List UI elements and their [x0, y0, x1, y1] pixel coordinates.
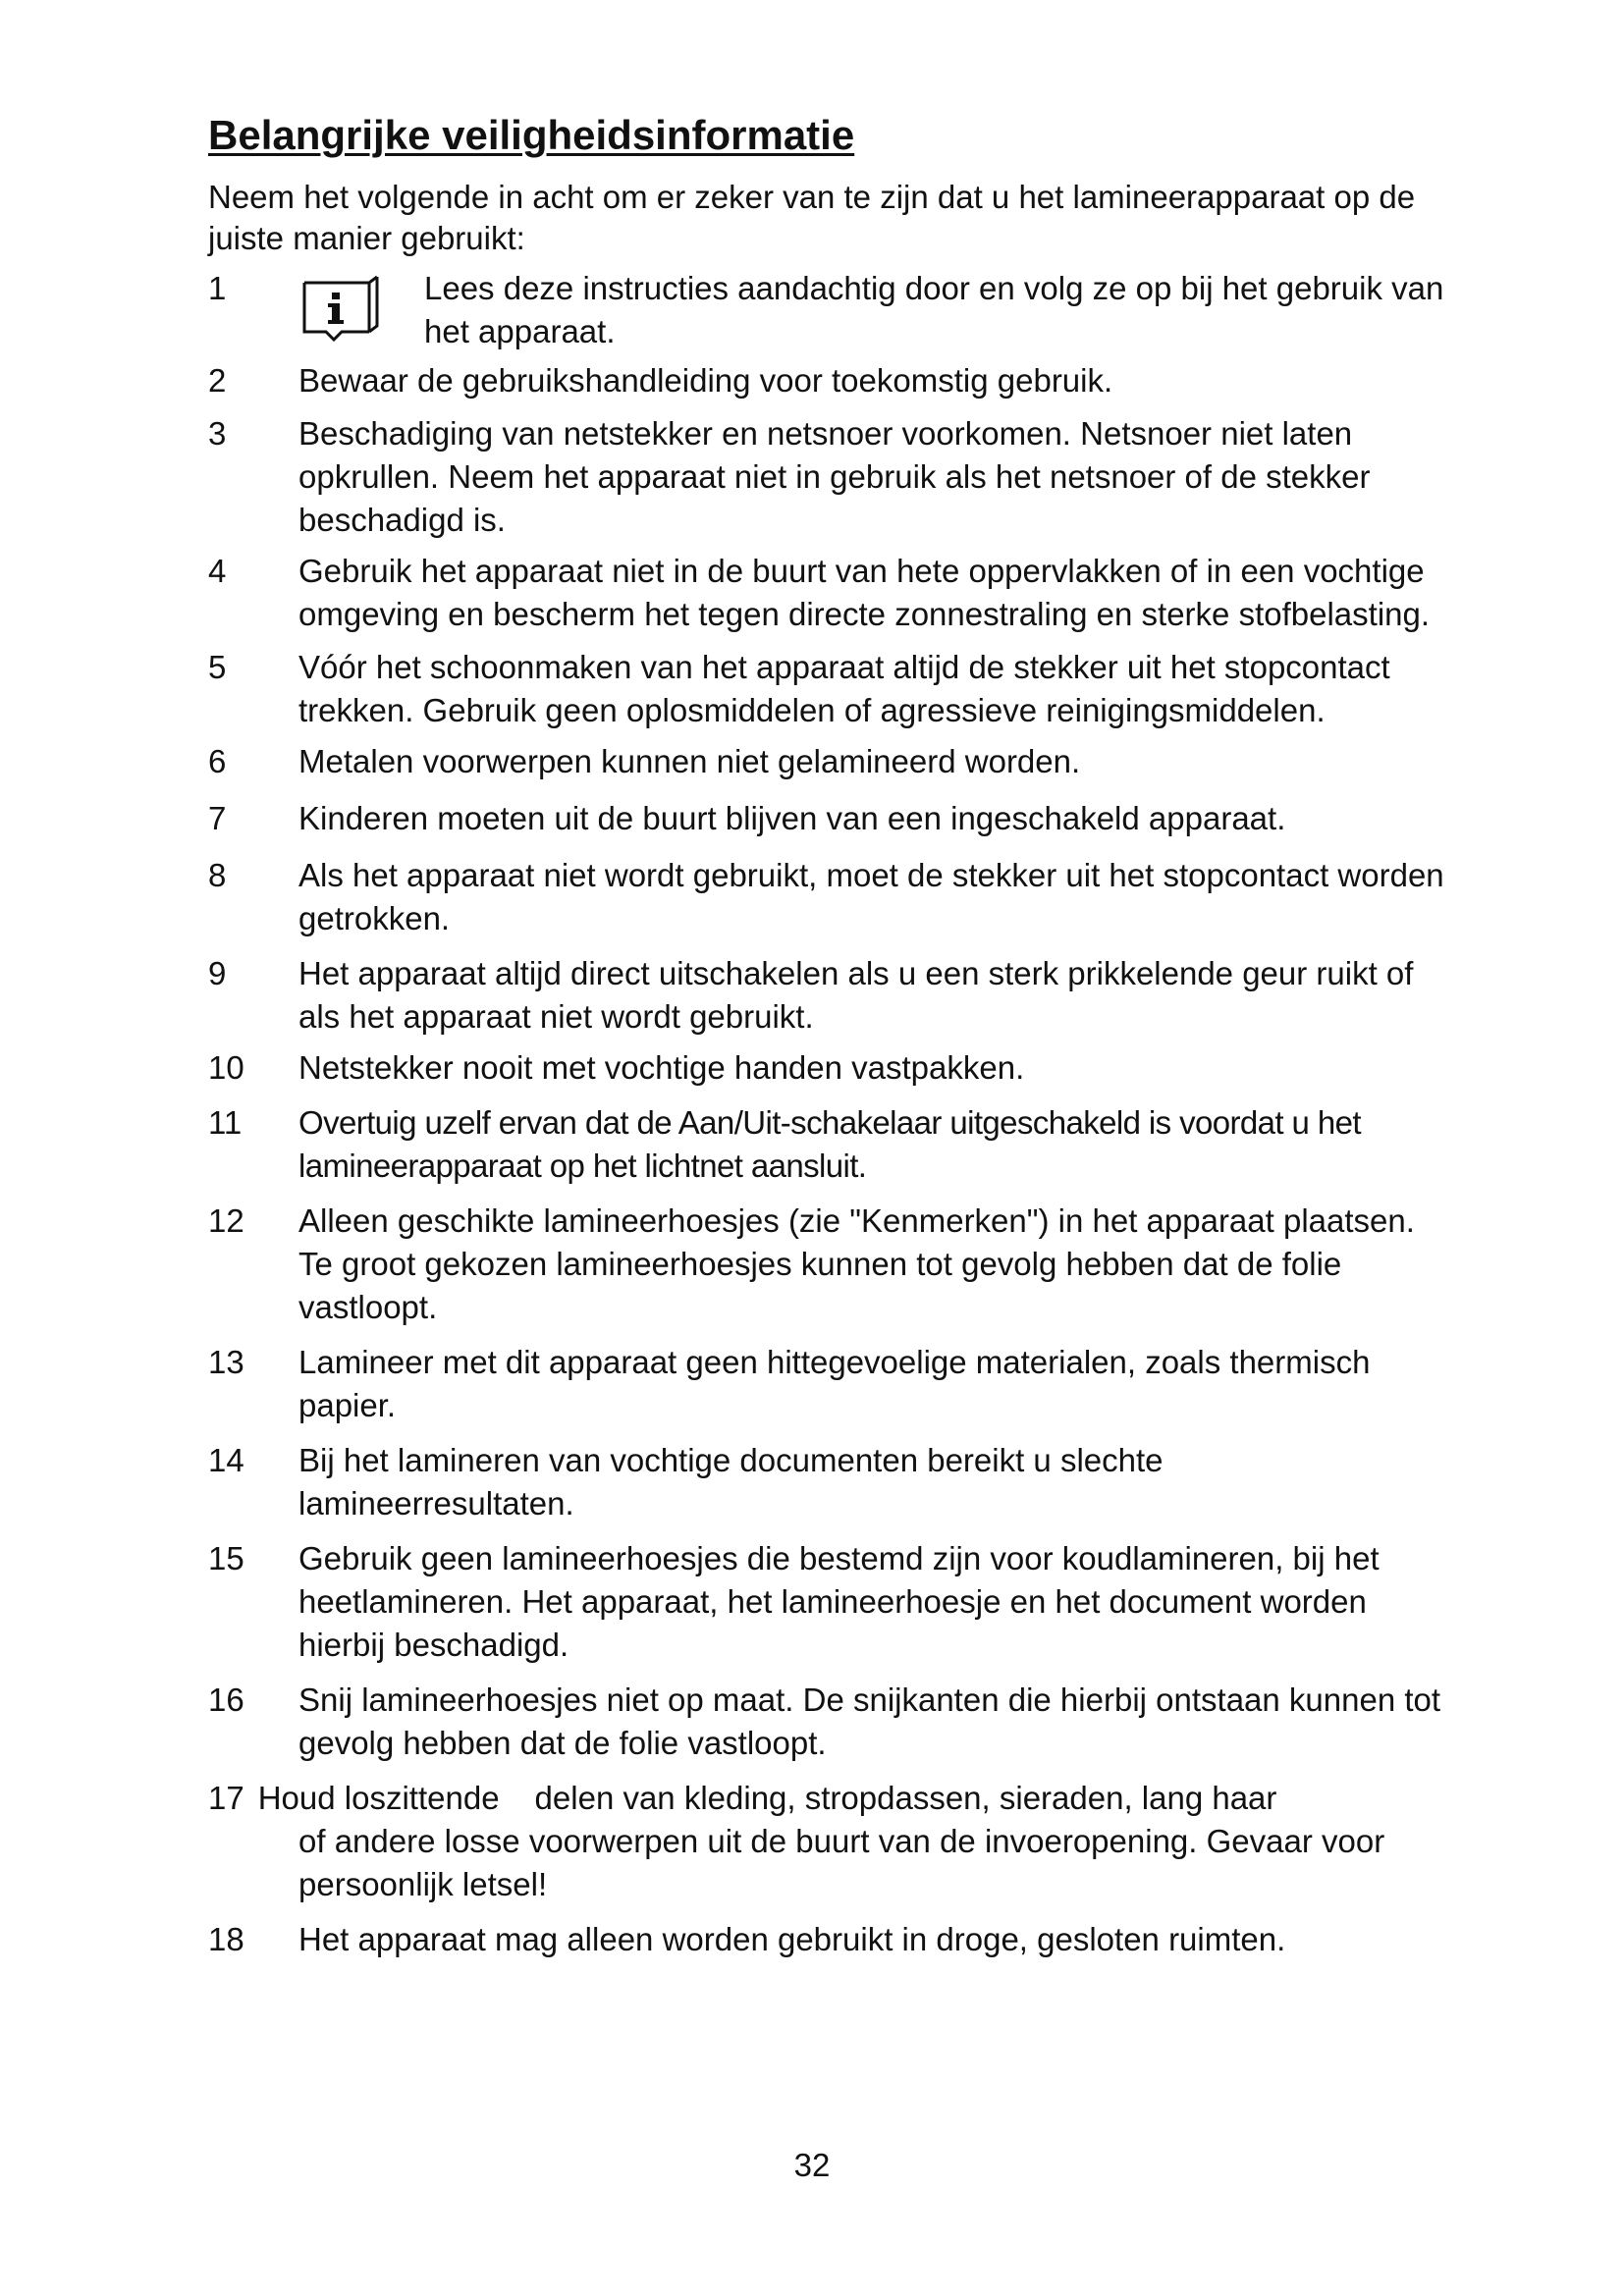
item-text: Alleen geschikte lamineerhoesjes (zie "Kenmerken") in het apparaat plaatsen. Te groot gekozen lamineerhoesjes kunnen tot gevolg hebben dat de folie vastloopt.	[298, 1202, 1415, 1325]
item-text: Als het apparaat niet wordt gebruikt, moet de stekker uit het stopcontact worden getrokken.	[298, 857, 1444, 936]
item-text: Vóór het schoonmaken van het apparaat altijd de stekker uit het stopcontact trekken. Gebruik geen oplosmiddelen of agressieve reinigingsmiddelen.	[298, 649, 1390, 728]
item-number: 13	[208, 1344, 244, 1380]
safety-list	[208, 267, 1445, 1961]
item-text: Metalen voorwerpen kunnen niet gelamineerd worden.	[298, 743, 1081, 779]
item-text-start: Houd loszittende	[257, 1780, 500, 1816]
list-item	[208, 267, 1445, 353]
item-number: 10	[208, 1049, 244, 1086]
item-number: 16	[208, 1682, 244, 1718]
list-item	[208, 550, 1445, 636]
list-item	[208, 797, 1445, 840]
item-text: Netstekker nooit met vochtige handen vastpakken.	[298, 1049, 1025, 1086]
list-item	[208, 740, 1445, 783]
item-text: of andere losse voorwerpen uit de buurt van de invoeropening. Gevaar voor persoonlijk letsel!	[298, 1823, 1385, 1902]
item-text: Snij lamineerhoesjes niet op maat. De snijkanten die hierbij ontstaan kunnen tot gevolg hebben dat de folie vastloopt.	[298, 1682, 1441, 1761]
item-text: Overtuig uzelf ervan dat de Aan/Uit-schakelaar uitgeschakeld is voordat u het lamineerapparaat op het lichtnet aansluit.	[298, 1104, 1361, 1184]
list-item	[208, 1046, 1445, 1090]
item-number: 7	[208, 800, 227, 836]
list-item	[208, 646, 1445, 732]
item-number: 2	[208, 362, 227, 399]
info-book-icon	[298, 275, 385, 344]
item-number: 12	[208, 1202, 244, 1239]
item-text: Kinderen moeten uit de buurt blijven van een ingeschakeld apparaat.	[298, 800, 1286, 836]
list-item	[208, 1101, 1445, 1188]
item-text: Het apparaat altijd direct uitschakelen als u een sterk prikkelende geur ruikt of als het apparaat niet wordt gebruikt.	[298, 955, 1414, 1035]
item-number: 15	[208, 1540, 244, 1576]
item-text: Beschadiging van netstekker en netsnoer voorkomen. Netsnoer niet laten opkrullen. Neem het apparaat niet in gebruik als het netsnoer of de stekker beschadigd is.	[298, 415, 1371, 538]
item-text: Gebruik het apparaat niet in de buurt van hete oppervlakken of in een vochtige omgeving en bescherm het tegen directe zonnestraling en sterke stofbelasting.	[298, 553, 1431, 632]
item-text-mid: delen van kleding, stropdassen, sieraden, lang haar	[534, 1780, 1277, 1816]
item-text: Bewaar de gebruikshandleiding voor toekomstig gebruik.	[298, 362, 1113, 399]
item-number: 1	[208, 270, 227, 306]
list-item	[208, 359, 1445, 402]
list-item	[208, 412, 1445, 542]
list-item	[208, 1537, 1445, 1667]
item-first-line	[208, 1777, 1445, 1820]
list-item	[208, 952, 1445, 1039]
list-item	[208, 1918, 1445, 1961]
list-item	[208, 1777, 1445, 1906]
item-text: Bij het lamineren van vochtige documenten bereikt u slechte lamineerresultaten.	[298, 1442, 1164, 1522]
list-item	[208, 1679, 1445, 1765]
item-text: Lamineer met dit apparaat geen hittegevoelige materialen, zoals thermisch papier.	[298, 1344, 1371, 1423]
item-text: Het apparaat mag alleen worden gebruikt in droge, gesloten ruimten.	[298, 1921, 1286, 1957]
item-number: 18	[208, 1921, 244, 1957]
item-number: 14	[208, 1442, 244, 1478]
list-item	[208, 1200, 1445, 1329]
item-number: 4	[208, 553, 227, 589]
item-number: 9	[208, 955, 227, 991]
item-number: 6	[208, 743, 227, 779]
list-item	[208, 1341, 1445, 1427]
page-title: Belangrijke veiligheidsinformatie	[208, 112, 855, 158]
item-number: 5	[208, 649, 227, 685]
page-number: 32	[793, 2147, 831, 2183]
list-item	[208, 854, 1445, 940]
intro-text: Neem het volgende in acht om er zeker van te zijn dat u het lamineerapparaat op de juiste manier gebruikt:	[208, 179, 1416, 256]
item-number: 17	[208, 1780, 244, 1816]
item-number: 8	[208, 857, 227, 893]
item-text: Gebruik geen lamineerhoesjes die bestemd zijn voor koudlamineren, bij het heetlamineren. Het apparaat, het lamineerhoesje en het document worden hierbij beschadigd.	[298, 1540, 1380, 1663]
item-number: 11	[208, 1104, 243, 1141]
list-item	[208, 1439, 1445, 1525]
item-number: 3	[208, 415, 227, 452]
item-text: Lees deze instructies aandachtig door en volg ze op bij het gebruik van het apparaat.	[424, 270, 1444, 349]
